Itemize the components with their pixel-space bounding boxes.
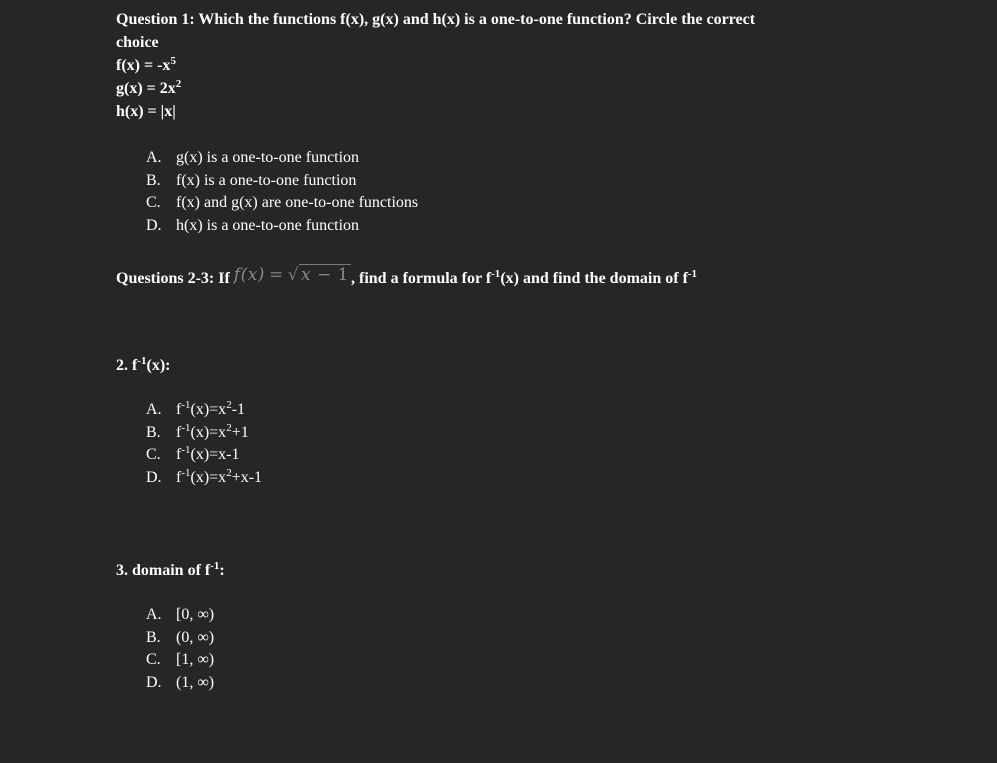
question-1-choice-a: A. g(x) is a one-to-one function [146,149,360,166]
function-f-definition [116,54,876,77]
document-body [116,8,876,694]
question-3-label: 3. domain of $f^{-1}$: [116,560,225,579]
question-3-choice-d: D. (1, ∞) [146,673,215,691]
function-f-label: f(x) = -x [116,57,171,74]
question-2-choice-b: B. $f^{-1}(x)=x^2+1$ [146,421,249,441]
question-1-choices [116,147,876,237]
question-1-choice-d: D. h(x) is a one-to-one function [146,216,360,234]
question-1-text [116,8,876,54]
question-2-label: 2. $f^{-1}(x)$: [116,355,171,374]
function-h-definition [116,100,876,123]
question-1-line1: Question 1: Which the functions f(x), g(x) and h(x) is a one-to-one function? Circle the correct [116,11,756,28]
function-g-label: g(x) = 2x [116,80,176,97]
function-f-exponent: 5 [170,55,176,67]
question-1-choice-b: B. f(x) is a one-to-one function [146,171,357,189]
question-3-choices [116,604,876,694]
question-3-choice-a: A. [0, ∞) [146,606,215,623]
question-3-choice-b: B. (0, ∞) [146,628,215,646]
function-g-exponent: 2 [175,78,182,90]
questions-2-3-text: Questions 2-3: If f(x) = √ x − 1 , find a formula for $f^{-1}(x)$ and find the domain of $f^{-1}$ [116,265,876,292]
function-g-definition [116,77,876,100]
question-1-choice-c: C. f(x) and g(x) are one-to-one functions [146,194,419,211]
function-h-label: h(x) = |x| [116,103,176,120]
sqrt-icon: √ [287,265,300,285]
question-3-choice-c: C. [1, ∞) [146,651,215,668]
question-2-choice-a: A. $f^{-1}(x)=x^2-1$ [146,399,246,418]
question-2-choices [116,399,876,489]
question-1-line2: choice [116,34,159,51]
question-2-choice-c: C. $f^{-1}(x)=x-1$ [146,444,240,463]
formula-image: f(x) = √ x − 1 [233,265,349,285]
question-2-choice-d: D. $f^{-1}(x)=x^2+x-1$ [146,466,263,486]
